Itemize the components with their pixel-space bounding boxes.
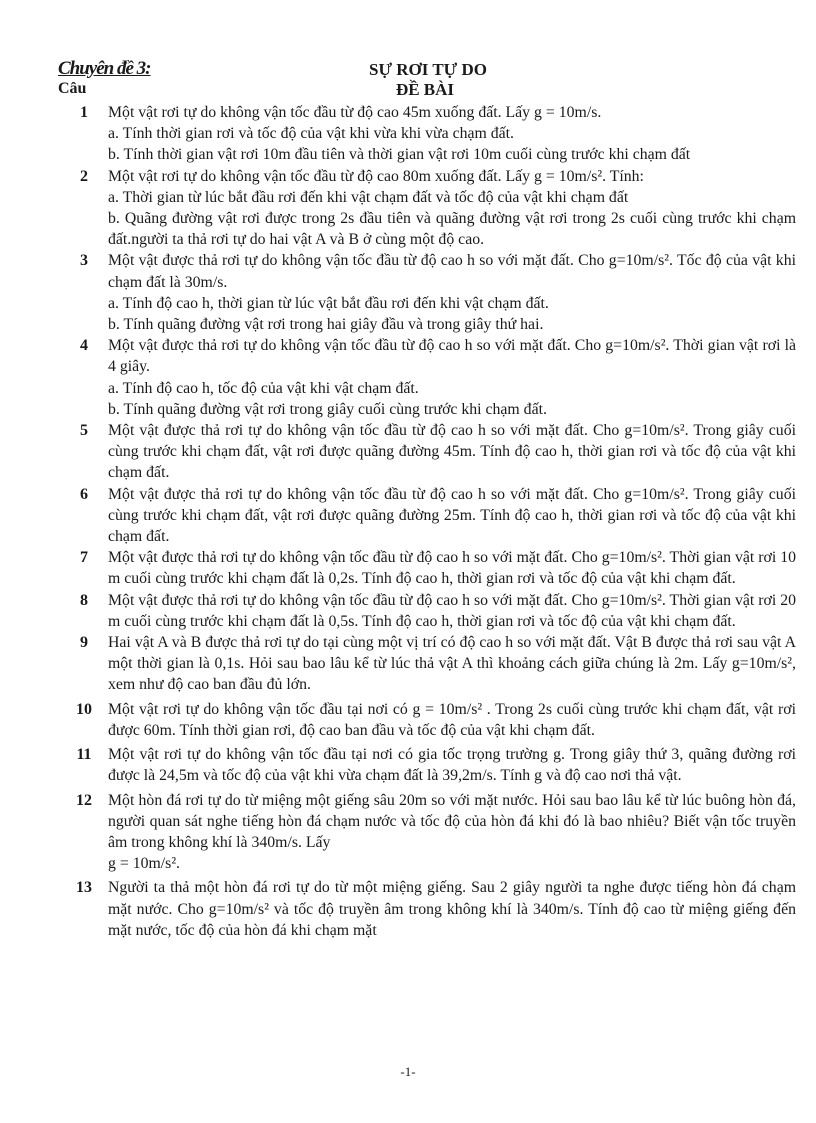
- question-number: 13: [76, 879, 92, 897]
- question-number: 11: [76, 746, 92, 764]
- question-subpart: b. Tính quãng đường vật rơi trong hai giây đầu và trong giây thứ hai.: [108, 316, 544, 334]
- question-body: [108, 102, 796, 166]
- question-item: [60, 166, 796, 251]
- question-subpart: a. Tính độ cao h, thời gian từ lúc vật bắt đầu rơi đến khi vật chạm đất.: [108, 294, 549, 312]
- question-text: Một vật được thả rơi tự do không vận tốc đầu từ độ cao h so với mặt đất. Cho g=10m/s². Thời gian vật rơi là 4 giây.: [108, 337, 796, 376]
- question-text: Một vật được thả rơi tự do không vận tốc đầu từ độ cao h so với mặt đất. Cho g=10m/s². Trong giây cuối cùng trước khi chạm đất, vật rơi được quãng đường 45m. Tính độ cao h, thời gian rơi và tốc độ của vật khi chạm đất.: [108, 422, 796, 482]
- question-number: 7: [80, 549, 88, 567]
- page-title: SỰ RƠI TỰ DO: [369, 60, 487, 79]
- chapter-label: Chuyên đề 3:: [58, 58, 151, 79]
- question-number: 6: [80, 485, 88, 503]
- question-subpart: a. Tính thời gian rơi và tốc độ của vật khi vừa khi vừa chạm đất.: [108, 125, 514, 143]
- question-item: [60, 744, 796, 786]
- question-text: Một vật rơi tự do không vận tốc đầu tại nơi có g = 10m/s² . Trong 2s cuối cùng trước khi chạm đất, vật rơi được 60m. Tính thời gian rơi, độ cao ban đầu và tốc độ của vật khi chạm đất.: [108, 700, 796, 739]
- question-body: [108, 335, 796, 420]
- question-text: Một hòn đá rơi tự do từ miệng một giếng sâu 20m so với mặt nước. Hỏi sau bao lâu kể từ lúc buông hòn đá, người quan sát nghe tiếng hòn đá chạm nước và tốc độ của hòn đá khi đó là bao nhiêu? Biết vận tốc truyền âm trong không khí là 340m/s. Lấy: [108, 791, 796, 851]
- question-body: [108, 484, 796, 548]
- question-number: 10: [76, 700, 92, 718]
- question-body: [108, 790, 796, 875]
- question-number: 9: [80, 634, 88, 652]
- question-body: [108, 166, 796, 251]
- question-text: Một vật được thả rơi tự do không vận tốc đầu từ độ cao h so với mặt đất. Cho g=10m/s². Thời gian vật rơi 20 m cuối cùng trước khi chạm đất là 0,5s. Tính độ cao h, thời gian rơi và tốc độ của vật khi chạm đất.: [108, 591, 796, 630]
- question-number: 2: [80, 167, 88, 185]
- question-body: [108, 590, 796, 632]
- question-body: [108, 420, 796, 484]
- question-subpart: b. Quãng đường vật rơi được trong 2s đầu tiên và quãng đường vật rơi trong 2s cuối cùng trước khi chạm đất.người ta thả rơi tự do hai vật A và B ở cùng một độ cao.: [108, 210, 796, 249]
- question-subpart: b. Tính quãng đường vật rơi trong giây cuối cùng trước khi chạm đất.: [108, 400, 547, 418]
- question-text: Một vật được thả rơi tự do không vận tốc đầu từ độ cao h so với mặt đất. Cho g=10m/s². Tốc độ của vật khi chạm đất là 30m/s.: [108, 252, 796, 291]
- question-list: [60, 102, 796, 941]
- question-item: [60, 547, 796, 589]
- question-text: Một vật rơi tự do không vận tốc đầu từ độ cao 45m xuống đất. Lấy g = 10m/s.: [108, 104, 602, 121]
- question-body: [108, 250, 796, 335]
- question-subpart: a. Tính độ cao h, tốc độ của vật khi vật chạm đất.: [108, 379, 419, 397]
- question-number: 3: [80, 252, 88, 270]
- question-item: [60, 250, 796, 335]
- question-item: [60, 590, 796, 632]
- question-subpart: g = 10m/s².: [108, 855, 181, 873]
- question-text: Người ta thả một hòn đá rơi tự do từ một miệng giếng. Sau 2 giây người ta nghe được tiếng hòn đá chạm mặt nước. Cho g=10m/s² và tốc độ truyền âm trong không khí là 340m/s. Tính độ cao từ miệng giếng đến mặt nước, tốc độ của hòn đá khi chạm mặt: [108, 879, 796, 939]
- question-item: [60, 420, 796, 484]
- question-subpart: b. Tính thời gian vật rơi 10m đầu tiên và thời gian vật rơi 10m cuối cùng trước khi chạm đất: [108, 146, 691, 164]
- page-number: -1-: [400, 1064, 416, 1079]
- question-body: [108, 547, 796, 589]
- question-body: [108, 744, 796, 786]
- question-item: [60, 335, 796, 420]
- question-body: [108, 699, 796, 741]
- question-number: 12: [76, 791, 92, 809]
- question-item: [60, 102, 796, 166]
- question-item: [60, 877, 796, 941]
- question-text: Một vật được thả rơi tự do không vận tốc đầu từ độ cao h so với mặt đất. Cho g=10m/s². Trong giây cuối cùng trước khi chạm đất, vật rơi được quãng đường 25m. Tính độ cao h, thời gian rơi và tốc độ của vật khi chạm đất.: [108, 485, 796, 546]
- question-text: Một vật được thả rơi tự do không vận tốc đầu từ độ cao h so với mặt đất. Cho g=10m/s². Thời gian vật rơi 10 m cuối cùng trước khi chạm đất là 0,2s. Tính độ cao h, thời gian rơi và tốc độ của vật khi chạm đất.: [108, 549, 796, 588]
- question-item: [60, 699, 796, 741]
- question-item: [60, 632, 796, 696]
- question-number: 4: [80, 337, 88, 355]
- question-number: 5: [80, 422, 88, 440]
- question-number: 8: [80, 591, 88, 609]
- question-column-label: Câu: [58, 80, 87, 97]
- question-item: [60, 790, 796, 875]
- question-body: [108, 632, 796, 696]
- question-item: [60, 484, 796, 548]
- page-subtitle: ĐỀ BÀI: [395, 80, 455, 99]
- question-number: 1: [80, 104, 88, 121]
- question-text: Hai vật A và B được thả rơi tự do tại cùng một vị trí có độ cao h so với mặt đất. Vật B được thả rơi sau vật A một thời gian là 0,1s. Hỏi sau bao lâu kể từ lúc thả vật A thì khoảng cách giữa chúng là 2m. Lấy g=10m/s², xem như độ cao ban đầu đủ lớn.: [108, 634, 796, 694]
- question-subpart: a. Thời gian từ lúc bắt đầu rơi đến khi vật chạm đất và tốc độ của vật khi chạm đất: [108, 188, 629, 206]
- question-text: Một vật rơi tự do không vận tốc đầu từ độ cao 80m xuống đất. Lấy g = 10m/s². Tính:: [108, 167, 644, 185]
- question-body: [108, 877, 796, 941]
- question-text: Một vật rơi tự do không vận tốc đầu tại nơi có gia tốc trọng trường g. Trong giây thứ 3, quãng đường rơi được là 24,5m và tốc độ của vật khi vừa chạm đất là 39,2m/s. Tính g và độ cao nơi thả vật.: [108, 746, 796, 785]
